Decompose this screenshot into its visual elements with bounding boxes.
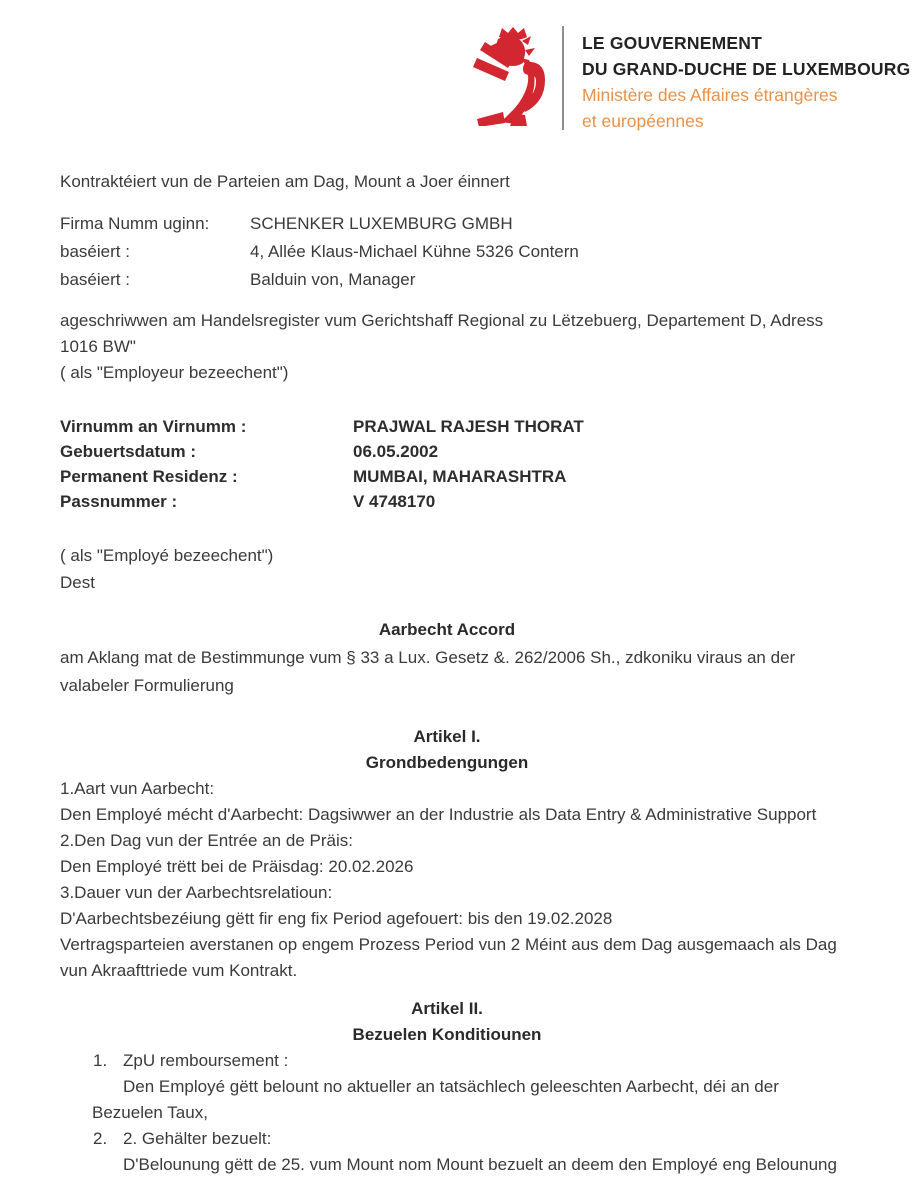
employee-details bbox=[60, 414, 870, 514]
article-2-section bbox=[60, 996, 870, 1178]
list-item-2-number: 2. bbox=[93, 1129, 108, 1148]
luxembourg-lion-icon bbox=[464, 26, 552, 126]
employee-value: PRAJWAL RAJESH THORAT bbox=[353, 417, 584, 436]
company-label: Firma Numm uginn: bbox=[60, 214, 210, 233]
employee-row bbox=[60, 464, 870, 489]
gov-header-text bbox=[582, 26, 910, 134]
article-1-line-8: vun Akraafttriede vum Kontrakt. bbox=[60, 961, 298, 980]
dest-line: Dest bbox=[60, 573, 95, 592]
article-1-title: Artikel I. bbox=[413, 727, 481, 746]
ministry-line-1: Ministère des Affaires étrangères bbox=[582, 85, 838, 105]
list-item-1-continuation: Den Employé gëtt belount no aktueller an tatsächlech geleeschten Aarbecht, déi an der bbox=[123, 1077, 779, 1096]
accord-section bbox=[60, 616, 870, 700]
company-value: 4, Allée Klaus-Michael Kühne 5326 Contern bbox=[250, 242, 579, 261]
intro-line: Kontraktéiert vun de Parteien am Dag, Mount a Joer éinnert bbox=[60, 172, 510, 191]
company-row bbox=[60, 266, 870, 294]
list-item-1-outdent: Bezuelen Taux, bbox=[92, 1103, 208, 1122]
gov-title-line-2: DU GRAND-DUCHE DE LUXEMBOURG bbox=[582, 59, 911, 79]
company-label: baséiert : bbox=[60, 242, 130, 261]
employee-label: Permanent Residenz : bbox=[60, 467, 238, 486]
company-row bbox=[60, 238, 870, 266]
list-item-2-continuation: D'Belounung gëtt de 25. vum Mount nom Mount bezuelt an deem den Employé eng Belounung bbox=[123, 1155, 837, 1174]
gov-title-line-1: LE GOUVERNEMENT bbox=[582, 33, 762, 53]
accord-line-1: am Aklang mat de Bestimmunge vum § 33 a Lux. Gesetz &. 262/2006 Sh., zdkoniku viraus an der bbox=[60, 648, 796, 667]
accord-title: Aarbecht Accord bbox=[378, 620, 516, 639]
employee-label: Virnumm an Virnumm : bbox=[60, 417, 247, 436]
company-value: SCHENKER LUXEMBURG GMBH bbox=[250, 214, 513, 233]
article-1-line-3: 2.Den Dag vun der Entrée an de Präis: bbox=[60, 831, 353, 850]
article-2-subtitle: Bezuelen Konditiounen bbox=[352, 1025, 542, 1044]
employee-label: Gebuertsdatum : bbox=[60, 442, 197, 461]
employee-designation: ( als "Employé bezeechent") bbox=[60, 546, 274, 565]
employee-label: Passnummer : bbox=[60, 492, 178, 511]
article-1-line-5: 3.Dauer vun der Aarbechtsrelatioun: bbox=[60, 883, 333, 902]
article-1-line-1: 1.Aart vun Aarbecht: bbox=[60, 779, 215, 798]
list-item-1-number: 1. bbox=[93, 1051, 108, 1070]
employee-row bbox=[60, 414, 870, 439]
list-item-1 bbox=[60, 1048, 870, 1074]
article-1-subtitle: Grondbedengungen bbox=[365, 753, 529, 772]
employer-designation: ( als "Employeur bezeechent") bbox=[60, 363, 289, 382]
employee-row bbox=[60, 489, 870, 514]
article-1-line-6: D'Aarbechtsbezéiung gëtt fir eng fix Period agefouert: bis den 19.02.2028 bbox=[60, 909, 613, 928]
employee-row bbox=[60, 439, 870, 464]
article-1-section bbox=[60, 724, 870, 984]
list-item-1-title: ZpU remboursement : bbox=[123, 1051, 289, 1070]
company-label: baséiert : bbox=[60, 270, 130, 289]
employee-value: MUMBAI, MAHARASHTRA bbox=[353, 467, 567, 486]
article-1-line-7: Vertragsparteien averstanen op engem Prozess Period vun 2 Méint aus dem Dag ausgemaach als Dag bbox=[60, 935, 837, 954]
gov-header bbox=[464, 26, 911, 131]
company-details bbox=[60, 210, 870, 294]
company-row bbox=[60, 210, 870, 238]
article-1-line-2: Den Employé mécht d'Aarbecht: Dagsiwwer an der Industrie als Data Entry & Administrative Support bbox=[60, 805, 817, 824]
header-divider bbox=[562, 26, 564, 130]
list-item-2-title: 2. Gehälter bezuelt: bbox=[123, 1129, 272, 1148]
employee-value: 06.05.2002 bbox=[353, 442, 439, 461]
employee-value: V 4748170 bbox=[353, 492, 436, 511]
article-1-line-4: Den Employé trëtt bei de Präisdag: 20.02.2026 bbox=[60, 857, 414, 876]
list-item-2 bbox=[60, 1126, 870, 1152]
employee-designation-block bbox=[60, 542, 870, 596]
company-value: Balduin von, Manager bbox=[250, 270, 416, 289]
registration-paragraph bbox=[60, 308, 870, 386]
accord-line-2: valabeler Formulierung bbox=[60, 676, 234, 695]
registration-line-2: 1016 BW" bbox=[60, 337, 136, 356]
article-2-title: Artikel II. bbox=[411, 999, 483, 1018]
registration-line-1: ageschriwwen am Handelsregister vum Gerichtshaff Regional zu Lëtzebuerg, Departement D, Adress bbox=[60, 311, 824, 330]
ministry-line-2: et européennes bbox=[582, 111, 704, 131]
